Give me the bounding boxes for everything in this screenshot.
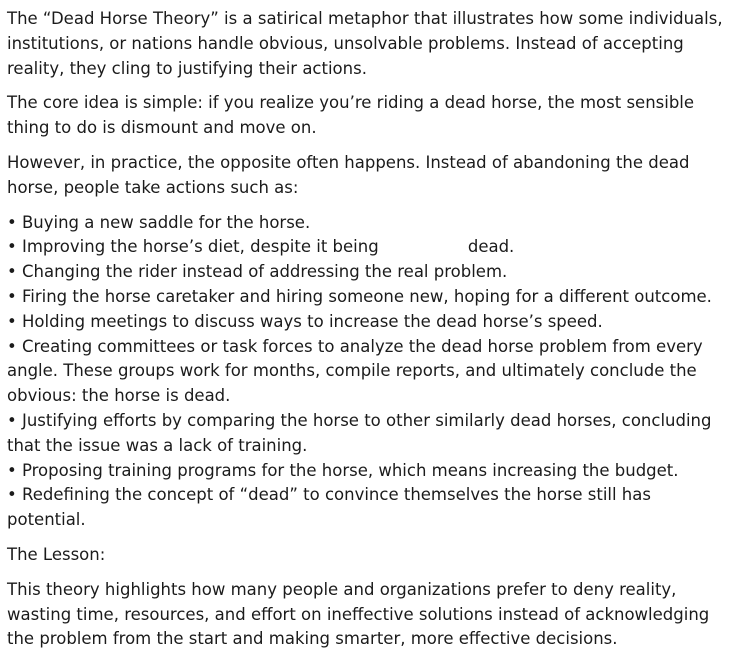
intro-paragraph: The “Dead Horse Theory” is a satirical metaphor that illustrates how some individuals, institutions, or nations handle obvious, unsolvable problems. Instead of accepting reality, they cling to justifying their actions. — [7, 9, 728, 78]
list-item-horse-diet: • Improving the horse’s diet, despite it being dead. — [7, 237, 515, 257]
list-item-training-programs: • Proposing training programs for the horse, which means increasing the budget. — [7, 460, 679, 480]
list-item-redefining-dead: • Redefining the concept of “dead” to convince themselves the horse still has potential. — [7, 485, 657, 530]
list-item-committees: • Creating committees or task forces to analyze the dead horse problem from every angle. These groups work for months, compile reports, and ultimately conclude the obvious: the horse is dead. — [7, 336, 708, 406]
list-item-change-rider: • Changing the rider instead of addressing the real problem. — [7, 262, 508, 282]
however-paragraph: However, in practice, the opposite often happens. Instead of abandoning the dead horse, people take actions such as: — [7, 152, 695, 197]
list-item-hold-meetings: • Holding meetings to discuss ways to increase the dead horse’s speed. — [7, 311, 603, 331]
list-item-fire-caretaker: • Firing the horse caretaker and hiring someone new, hoping for a different outcome. — [7, 286, 712, 306]
list-item-justifying-efforts: • Justifying efforts by comparing the horse to other similarly dead horses, concluding that the issue was a lack of training. — [7, 410, 717, 455]
actions-list — [7, 211, 723, 533]
core-idea-paragraph: The core idea is simple: if you realize you’re riding a dead horse, the most sensible thing to do is dismount and move on. — [7, 93, 700, 138]
lesson-heading: The Lesson: — [7, 544, 106, 564]
list-item-new-saddle: • Buying a new saddle for the horse. — [7, 212, 311, 232]
lesson-paragraph: This theory highlights how many people and organizations prefer to deny reality, wasting time, resources, and effort on ineffective solutions instead of acknowledging the problem from the start and making smarter, more effective decisions. — [7, 579, 715, 649]
article-body — [7, 7, 728, 662]
